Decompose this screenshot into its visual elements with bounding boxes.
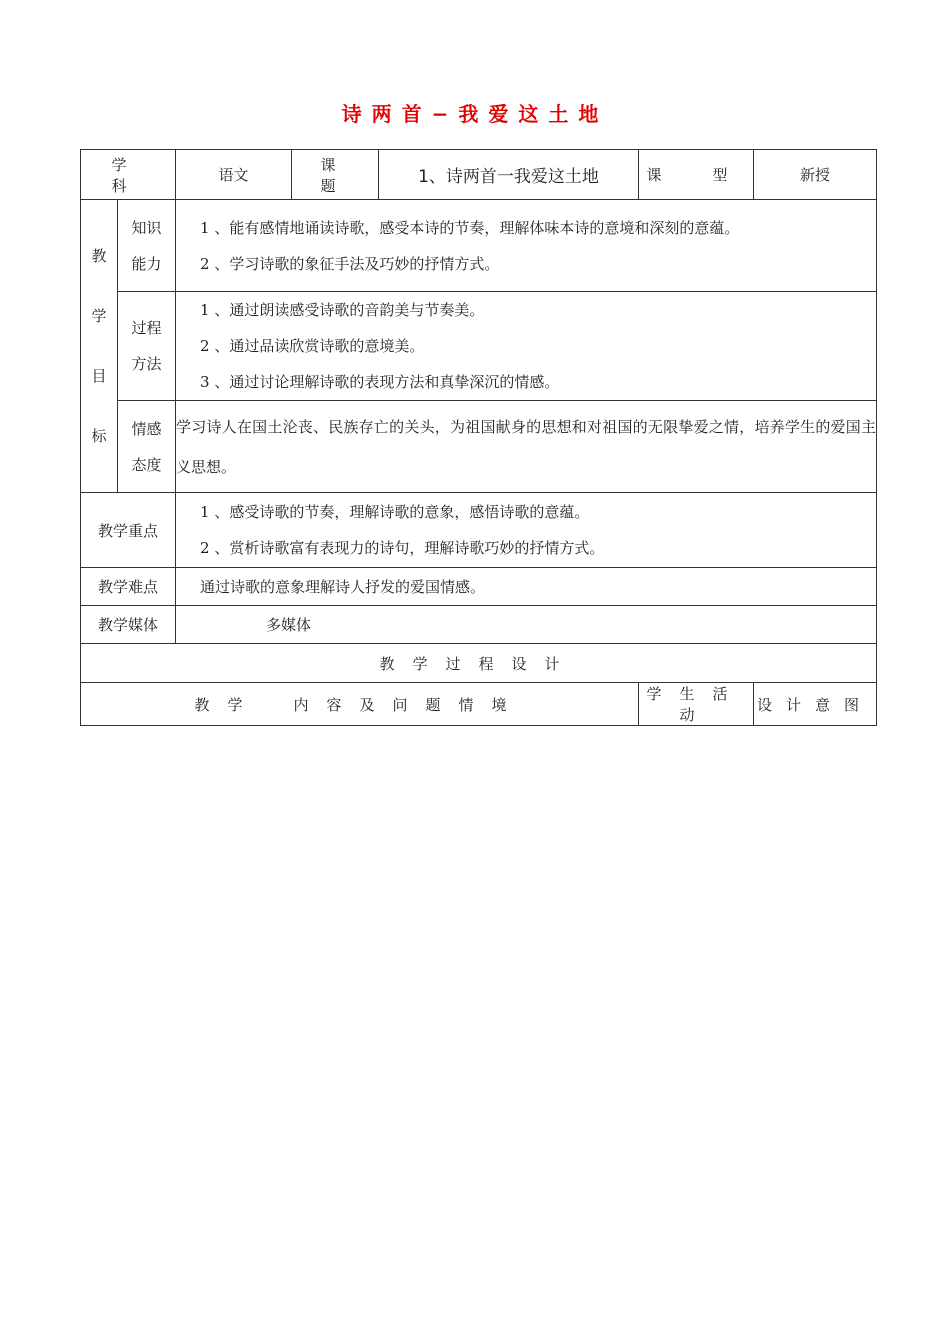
emotion-label: 情感 态度 xyxy=(118,401,176,493)
process-content xyxy=(176,292,877,401)
emotion-content: 学习诗人在国土沦丧、民族存亡的关头，为祖国献身的思想和对祖国的无限挚爱之情，培养学生的爱国主义思想。 xyxy=(176,401,877,493)
goals-section-label: 教 学 目 标 xyxy=(81,200,118,493)
subject-label: 学 科 xyxy=(81,150,176,200)
media-label: 教学媒体 xyxy=(81,606,176,644)
difficulties-content: 通过诗歌的意象理解诗人抒发的爱国情感。 xyxy=(176,568,877,606)
list-item: 1 、能有感情地诵读诗歌，感受本诗的节奏，理解体味本诗的意境和深刻的意蕴。 xyxy=(200,218,740,237)
key-points-content xyxy=(176,493,877,568)
knowledge-label: 知识 能力 xyxy=(118,200,176,292)
difficulties-label: 教学难点 xyxy=(81,568,176,606)
media-row xyxy=(81,606,877,644)
goal-emotion-row xyxy=(81,401,877,493)
col-intent-header: 设计意图 xyxy=(754,683,877,726)
page-title: 诗两首−我爱这土地 xyxy=(341,102,609,126)
process-design-title-row xyxy=(81,644,877,683)
process-design-header-row xyxy=(81,683,877,726)
list-item: 2 、赏析诗歌富有表现力的诗句，理解诗歌巧妙的抒情方式。 xyxy=(200,539,605,557)
process-design-title: 教学过程设计 xyxy=(81,644,877,683)
process-label: 过程 方法 xyxy=(118,292,176,401)
list-item: 1 、通过朗读感受诗歌的音韵美与节奏美。 xyxy=(200,301,485,319)
topic-label: 课 题 xyxy=(292,150,379,200)
type-value: 新授 xyxy=(754,150,877,200)
subject-value: 语文 xyxy=(176,150,292,200)
key-points-row xyxy=(81,493,877,568)
list-item: 3 、通过讨论理解诗歌的表现方法和真挚深沉的情感。 xyxy=(200,373,560,391)
difficulties-row xyxy=(81,568,877,606)
goal-knowledge-row xyxy=(81,200,877,292)
key-points-label: 教学重点 xyxy=(81,493,176,568)
list-item: 2 、通过品读欣赏诗歌的意境美。 xyxy=(200,337,425,355)
header-row xyxy=(81,150,877,200)
goal-process-row xyxy=(81,292,877,401)
col-activity-header: 学生活动 xyxy=(639,683,754,726)
list-item: 2 、学习诗歌的象征手法及巧妙的抒情方式。 xyxy=(200,254,500,273)
lesson-plan-table xyxy=(80,149,877,726)
list-item: 1 、感受诗歌的节奏，理解诗歌的意象，感悟诗歌的意蕴。 xyxy=(200,503,590,521)
knowledge-content xyxy=(176,200,877,292)
topic-value: 1、诗两首一我爱这土地 xyxy=(379,150,639,200)
type-label: 课 型 xyxy=(639,150,754,200)
media-content: 多媒体 xyxy=(176,606,877,644)
col-content-header: 教学 内容及问题情境 xyxy=(81,683,639,726)
